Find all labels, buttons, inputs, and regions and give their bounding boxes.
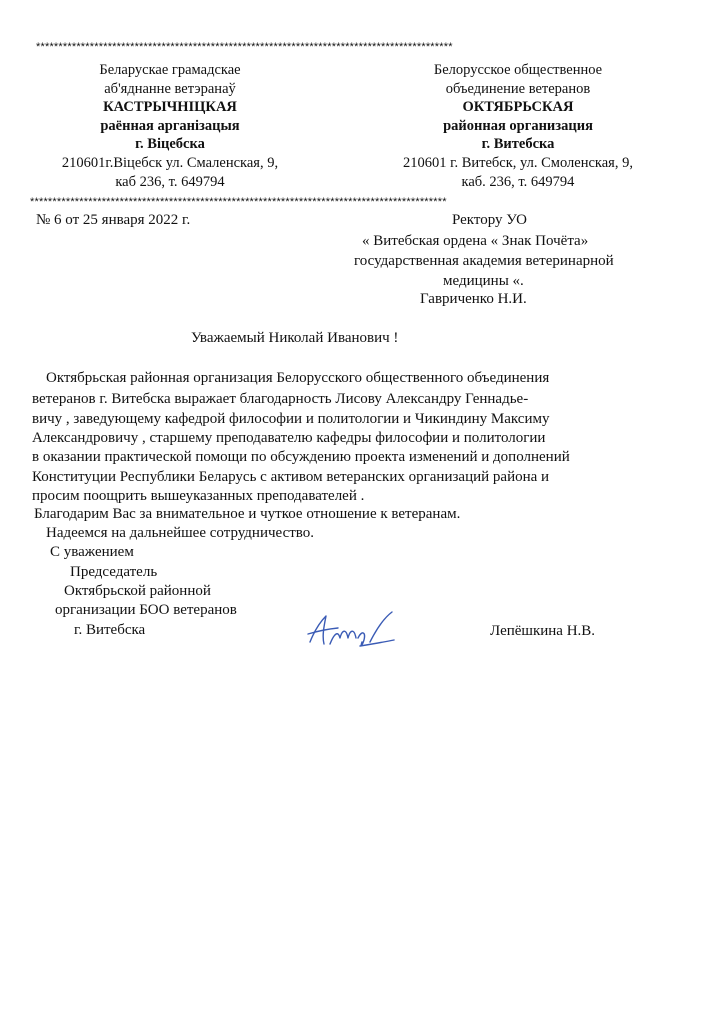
body-line-8: Благодарим Вас за внимательное и чуткое отношение к ветеранам. bbox=[34, 506, 461, 522]
header-left-org-line2: аб'яднанне ветэранаў bbox=[104, 80, 236, 97]
body-line-3: вичу , заведующему кафедрой философии и политологии и Чикиндину Максиму bbox=[32, 411, 550, 427]
header-left-address: 210601г.Віцебск ул. Смаленская, 9, bbox=[61, 154, 279, 171]
salutation: Уважаемый Николай Иванович ! bbox=[191, 330, 399, 346]
header-left-block bbox=[40, 61, 300, 191]
signatory-name: Лепёшкина Н.В. bbox=[490, 623, 596, 639]
recipient-name: Гавриченко Н.И. bbox=[420, 291, 527, 307]
header-star-rule-top: ********************************************************************************************* bbox=[36, 41, 453, 53]
header-left-room-phone: каб 236, т. 649794 bbox=[115, 173, 225, 190]
header-right-org-name: ОКТЯБРЬСКАЯ bbox=[462, 99, 574, 116]
signatory-title-line3: организации БОО ветеранов bbox=[55, 602, 237, 618]
header-right-room-phone: каб. 236, т. 649794 bbox=[461, 173, 575, 190]
header-star-rule-bottom: ********************************************************************************************* bbox=[30, 196, 447, 208]
header-left-org-name: КАСТРЫЧНІЦКАЯ bbox=[103, 99, 237, 116]
body-line-1: Октябрьская районная организация Белорусского общественного объединения bbox=[46, 370, 550, 386]
signatory-title-line4: г. Витебска bbox=[74, 622, 146, 638]
signature-icon bbox=[300, 604, 400, 654]
body-line-2: ветеранов г. Витебска выражает благодарность Лисову Александру Геннадье- bbox=[32, 391, 529, 407]
recipient-line1: Ректору УО bbox=[452, 212, 528, 228]
header-left-org-type: раённая арганізацыя bbox=[100, 117, 240, 134]
header-right-block bbox=[382, 61, 654, 191]
document-number: № 6 от 25 января 2022 г. bbox=[36, 212, 191, 228]
recipient-line3: государственная академия ветеринарной bbox=[354, 253, 614, 269]
body-line-5: в оказании практической помощи по обсуждению проекта изменений и дополнений bbox=[32, 449, 570, 465]
body-line-7: просим поощрить вышеуказанных преподавателей . bbox=[32, 488, 365, 504]
header-right-org-line2: объединение ветеранов bbox=[445, 80, 591, 97]
body-line-4: Александровичу , старшему преподавателю кафедры философии и политологии bbox=[32, 430, 546, 446]
header-left-org-line1: Беларускае грамадскае bbox=[99, 62, 241, 78]
body-line-9: Надеемся на дальнейшее сотрудничество. bbox=[46, 525, 315, 541]
closing-regards: С уважением bbox=[50, 544, 134, 560]
body-line-6: Конституции Республики Беларусь с активом ветеранских организаций района и bbox=[32, 469, 550, 485]
header-right-city: г. Витебска bbox=[481, 136, 555, 153]
signatory-title-line2: Октябрьской районной bbox=[64, 583, 211, 599]
header-left-city: г. Віцебска bbox=[135, 136, 205, 153]
header-right-org-type: районная организация bbox=[443, 117, 593, 134]
recipient-line2: « Витебская ордена « Знак Почёта» bbox=[362, 233, 589, 249]
header-right-address: 210601 г. Витебск, ул. Смоленская, 9, bbox=[403, 154, 633, 171]
signatory-title-line1: Председатель bbox=[70, 564, 158, 580]
header-right-org-line1: Белорусское общественное bbox=[433, 62, 603, 78]
recipient-line4: медицины «. bbox=[443, 273, 524, 289]
